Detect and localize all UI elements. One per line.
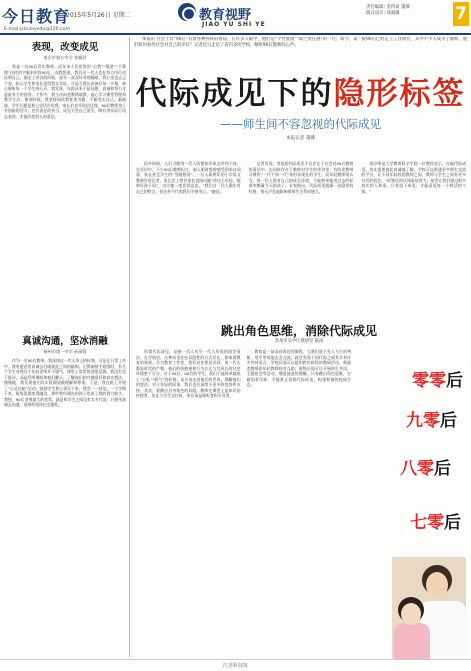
sidebar-article-byline: 苏州市吴中区教研室 陆岚 xyxy=(274,339,324,344)
headline-part2: 隐形标签 xyxy=(333,76,466,112)
editor-line: 责任编辑: 金四欢 董娜 xyxy=(366,5,410,10)
masthead xyxy=(0,0,471,36)
feature-body-col1: 很多时候，人们习惯用一代人的整体印象去评判个体。在采访中，不少90后教师坦言，刚入职时都曾感受到来自同事、家长甚至学生的“另眼相看”。一位入职两年的小学语文教师告诉记者，家长会上曾有家长直接问她“你这么年轻，能带好孩子吗”，这让她一度非常沮丧。“我们这一代人确实有自己的特点，但这并不代表我们不够用心。”她说。 xyxy=(136,161,241,194)
sidebar-article-title: 跳出角色思维，消除代际成见 xyxy=(220,324,377,338)
masthead-divider xyxy=(0,33,471,35)
label-90s: 九零后 xyxy=(403,405,460,432)
feature-intro: 本报讯 社会上对“90后”有着各种各样的看法，在许多人眼中，他们是“个性张扬”“缺乏责任感”的一代。如今，第一批90后已经走上工作岗位，其中不少人成为了教师。他们如何看待社会对自己的评价？记者近日走访了省内多所学校，倾听90后教师的心声。 xyxy=(134,37,467,48)
section-header xyxy=(178,3,298,33)
page-number: 7 xyxy=(453,2,469,26)
family-photo xyxy=(392,557,466,659)
footer-publication: 江苏科技报 xyxy=(222,663,248,669)
feature-subhead: ——师生间不容忽视的代际成见 xyxy=(220,117,381,131)
feature-body-columns xyxy=(136,161,466,311)
page-footer xyxy=(0,659,471,671)
left-column xyxy=(4,37,130,657)
layout-editor-line: 版式设计: 徐淑敏 xyxy=(366,11,400,16)
section-title: 教育视野 xyxy=(199,8,252,23)
article1-byline: 南京市第五中学 张颖玲 xyxy=(43,55,87,60)
feature-body-col3: 南京师范大学教育科学学院一位教授表示，打破代际成见，首先需要彼此真诚地了解。学校可以搭建更多师生交流的平台，让不同年龄段的教师之间、教师与学生之间有更多对话的机会。“标签化的认知看似省力，却会让我们错过很多真实的人和事。只有放下成见，才能看见每一个鲜活的个体。” xyxy=(361,161,467,194)
section-subtitle: JIAO YU SHI YE xyxy=(202,21,266,28)
article2-title: 真诚沟通，坚冰消融 xyxy=(22,336,108,347)
feature-body-col2: 记者发现，类似的代际成见不仅存在于社会对90后教师的看法中，也同样存在于教师对学生的评价里。有的老教师习惯用“一代不如一代”来形容现在的学生，而年轻教师则认为，每一代人都有自己的成长环境，不能简单地用过去的标准来衡量今天的孩子。专家指出，代际成见就像一张隐形的标签，悄无声息地影响着师生关系的建立。 xyxy=(248,161,354,194)
article2-body: 作为一名90后教师，我深知这一代人身上的标签。可是在日常工作中，我更愿意用真诚去打破彼此之间的隔阂。记得刚接手班级时，有几个学生对我这个年轻老师并不服气，课堂上常常故意唱反调。我没有急于批评，而是利用课间和他们聊天，了解他们的兴趣爱好和真实想法。慢慢地，我发现他们其实很渴望被理解和尊重。于是，我在班上开展了“心灵信箱”活动，鼓励学生把心事写下来，我会一一回信。一个学期下来，班级氛围变得融洽，那些曾经调皮的孩子也成了我的得力助手。我想，90后老师最大的优势，就是和学生之间没有太多代沟，只要用真诚去沟通，再厚的坚冰也会融化。 xyxy=(4,358,126,408)
article2-byline: 扬州市第一中学 孙丽莉 xyxy=(43,349,87,354)
sidebar-article-body xyxy=(136,349,351,649)
masthead-left xyxy=(2,2,132,32)
feature-headline xyxy=(134,68,467,113)
main-feature xyxy=(134,37,467,657)
label-00s: 零零后 xyxy=(409,365,466,392)
feature-byline: 本报记者 董娜 xyxy=(285,136,316,141)
article1-title: 表现，改变成见 xyxy=(31,42,99,53)
label-80s: 八零后 xyxy=(397,453,454,480)
sidebar-body-col2: 教育是一场双向奔赴的旅程。当我们放下先入为主的判断，用平等的姿态去交流，就会发现不同代际之间其实有许多共同语言。学校层面可以组织跨年龄段的教研活动，鼓励老教师和年轻教师结对互助；班级层面可以开展师生共读、主题班会等活动，增进彼此的理解。只有跳出角色思维，打破固有印象，才能真正消除代际成见，构建和谐的校园生态。 xyxy=(246,349,351,388)
publication-logo: 今日教育 xyxy=(2,7,71,26)
contact-email: E-mail:jstodayedu@126.com xyxy=(4,27,70,32)
sidebar-body-col1: 所谓代际成见，是指一代人对另一代人形成的固定看法。在学校里，这种成见往往以隐性的方式存在，影响着教育的效果。作为教育工作者，我们首先要意识到，每一代人都是时代的产物，他们的价值观和行为方式与其成长的社会环境密不可分。对于90后、00后的学生，我们不能简单地贴上“自私”“娇气”的标签，而应该走进他们的世界，理解他们的想法。对于年轻的同事，我们也应该给予更多的包容和支持。其次，要跳出自身角色的局限。教师在课堂上是知识的传授者，但在与学生交往时，更应该是倾听者和引导者。 xyxy=(136,349,241,399)
label-70s: 七零后 xyxy=(407,507,464,534)
issue-date: 2015年5月26日 星期二 xyxy=(66,12,131,19)
section-badge-icon xyxy=(178,3,196,21)
editor-info xyxy=(366,4,452,16)
headline-part1: 代际成见下的 xyxy=(135,76,334,112)
article1-body: 我是一名90后青年教师。近年来人们常常用“自我”“叛逆”“不靠谱”这样的字眼来形容90后，而我想说，我们这一代人也在努力用行动证明自己。刚走上讲台的时候，面对一双双好奇的眼睛，我心里也忐忑不安，担心学生和家长觉得我太年轻。可是当我认真备好每一节课，耐心倾听每一个学生的心声，我发现，年龄从来不是问题，真诚和努力才是最有力的回答。工作中，我主动向老教师请教，虚心学习课堂管理和教学方法；课余时间，我坚持阅读教育类书籍，不断充实自己。渐渐地，学生们愿意把心里话告诉我，家长们也开始信任我。90后教师身上有创新的活力，也有责任的担当。成见不会自己消失，唯有用实际行动去表现，才能改变别人的看法。 xyxy=(4,64,126,119)
